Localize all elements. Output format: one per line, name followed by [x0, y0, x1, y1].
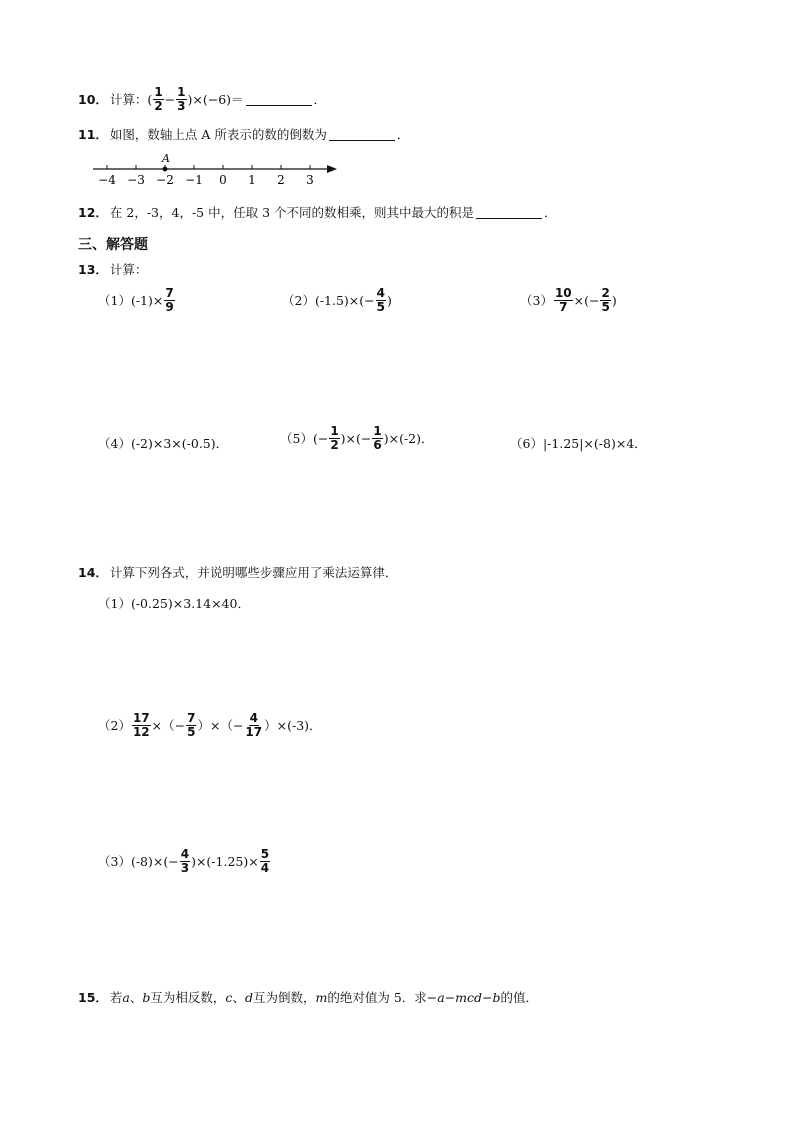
question-text: 计算：: [109, 92, 148, 108]
q13-part-5: （5）(− $\frac{1}{2}$ )×(− $\frac{1}{6}$ )×(-2)．: [280, 424, 434, 452]
fraction: $\frac{1}{2}$: [154, 85, 163, 113]
question-number: 10．: [78, 92, 108, 108]
question-12: 12． 在 2，-3，4，-5 中，任取 3 个不同的数相乘，则其中最大的积是 ．: [78, 205, 557, 220]
q14-part-1: （1）(-0.25)×3.14×40．: [98, 596, 250, 611]
tick-label: 1: [248, 173, 256, 187]
tick-label: 3: [306, 173, 314, 187]
fraction: $\frac{5}{4}$: [260, 847, 270, 875]
fraction: $\frac{1}{6}$: [373, 424, 382, 452]
question-number: 13．: [78, 262, 108, 277]
fraction: $\frac{7}{9}$: [165, 286, 174, 314]
fraction: $\frac{2}{5}$: [601, 286, 610, 314]
q14-part-2: （2） $\frac{17}{12}$ ×（− $\frac{7}{5}$ ）×（− $\frac{4}{17}$ ）×(-3)．: [98, 711, 322, 739]
answer-blank[interactable]: [246, 93, 312, 106]
question-number: 15．: [78, 990, 108, 1005]
fraction: $\frac{4}{17}$: [245, 711, 263, 739]
fraction: $\frac{10}{7}$: [554, 286, 572, 314]
question-text: 如图，数轴上点 A 所表示的数的倒数为: [109, 127, 327, 142]
section-heading: 三、解答题: [78, 237, 148, 253]
q13-part-4: （4）(-2)×3×(-0.5)．: [98, 436, 229, 451]
fraction: $\frac{1}{3}$: [177, 85, 186, 113]
question-number: 12．: [78, 205, 108, 220]
question-11: 11． 如图，数轴上点 A 所表示的数的倒数为 ．: [78, 127, 410, 142]
tick-label: 2: [277, 173, 285, 187]
arrow-icon: [327, 165, 337, 173]
tick-label: −4: [98, 173, 116, 187]
question-text: 计算：: [109, 262, 148, 277]
fraction: $\frac{4}{5}$: [376, 286, 385, 314]
question-13: [78, 260, 147, 278]
point-a-label: A: [162, 152, 170, 165]
question-number: 11．: [78, 127, 108, 142]
q14-part-3: （3）(-8)×(− $\frac{4}{3}$ )×(-1.25)× $\frac{5}{4}$: [98, 847, 270, 875]
tick-label: −1: [185, 173, 203, 187]
tick-label: −2: [156, 173, 174, 187]
fraction: $\frac{1}{2}$: [330, 424, 339, 452]
q13-part-6: （6）|-1.25|×(-8)×4．: [510, 436, 647, 451]
question-text: 在 2，-3，4，-5 中，任取 3 个不同的数相乘，则其中最大的积是: [109, 205, 475, 220]
fraction: $\frac{17}{12}$: [132, 711, 150, 739]
tick-label: −3: [127, 173, 145, 187]
point-a-dot: [163, 167, 168, 172]
fraction: $\frac{7}{5}$: [187, 711, 196, 739]
q13-part-3: （3） $\frac{10}{7}$ ×(− $\frac{2}{5}$ ): [520, 286, 617, 314]
answer-blank[interactable]: [476, 206, 542, 219]
question-14: [78, 563, 397, 581]
fraction: $\frac{4}{3}$: [180, 847, 190, 875]
question-15: 15． 若 a 、 b 互为相反数， c 、 d 互为倒数， m 的绝对值为 5．求 −a−mcd−b 的值．: [78, 989, 539, 1005]
number-line: [85, 148, 345, 190]
question-text: 计算下列各式，并说明哪些步骤应用了乘法运算律．: [109, 565, 398, 580]
q13-part-1: （1）(-1)× $\frac{7}{9}$: [98, 286, 174, 314]
tick-label: 0: [219, 173, 227, 187]
question-10: 10． 计算： ( $\frac{1}{2}$ − $\frac{1}{3}$ )×(−6)＝ ．: [78, 85, 327, 113]
q13-part-2: （2）(-1.5)×(− $\frac{4}{5}$ ): [282, 286, 392, 314]
question-number: 14．: [78, 565, 108, 580]
answer-blank[interactable]: [329, 128, 395, 141]
